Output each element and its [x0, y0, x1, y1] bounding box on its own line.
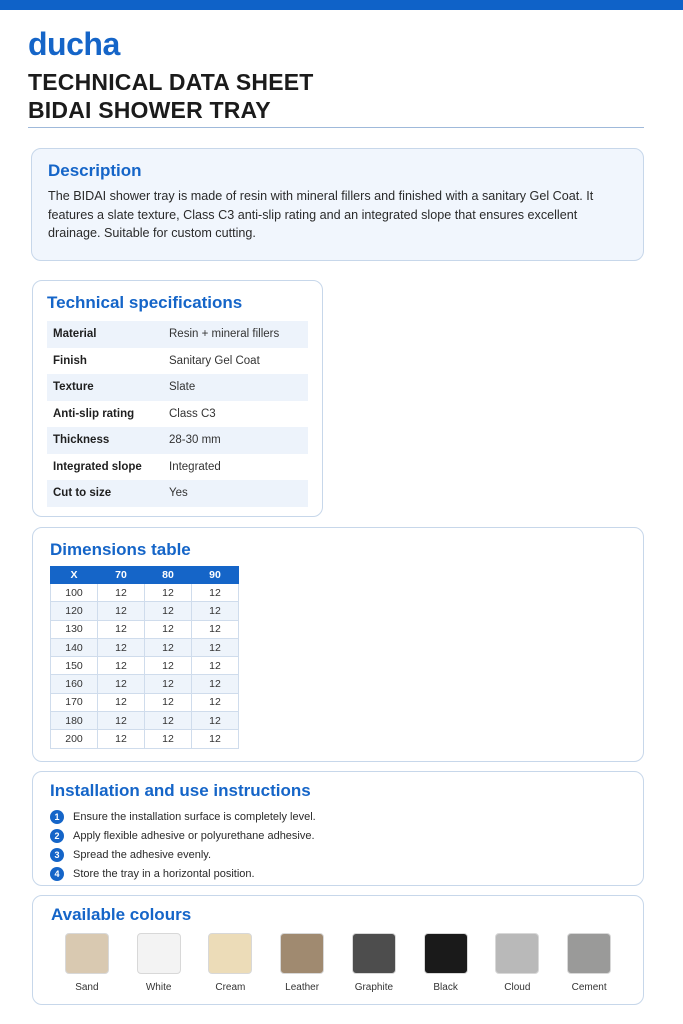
colour-label: Black — [433, 982, 458, 993]
title-line-2: BIDAI SHOWER TRAY — [28, 97, 271, 123]
colour-swatch — [65, 933, 109, 974]
step-number-badge: 1 — [50, 810, 64, 824]
top-accent-bar — [0, 0, 683, 10]
table-cell: 12 — [192, 730, 239, 748]
colour-label: Graphite — [354, 982, 394, 993]
instruction-text: Ensure the installation surface is completely level. — [73, 810, 316, 823]
colour-label: Cloud — [504, 982, 531, 993]
colour-label: Cream — [215, 982, 246, 993]
spec-label: Material — [53, 328, 97, 341]
spec-row — [47, 480, 308, 507]
table-cell: 12 — [145, 693, 192, 711]
specifications-heading: Technical specifications — [47, 293, 243, 312]
table-cell: 12 — [98, 584, 145, 602]
instructions-card — [32, 771, 644, 886]
spec-row — [47, 374, 308, 401]
colour-option — [553, 933, 625, 993]
table-cell: 12 — [145, 638, 192, 656]
title-line-1: TECHNICAL DATA SHEET — [28, 69, 314, 95]
table-row — [51, 638, 239, 656]
colour-option — [410, 933, 482, 993]
instruction-step — [50, 807, 626, 826]
table-row — [51, 675, 239, 693]
table-cell: 160 — [51, 675, 98, 693]
colour-label: Leather — [285, 982, 320, 993]
colour-option — [51, 933, 123, 993]
header-divider — [28, 127, 644, 128]
dimensions-header-row — [51, 567, 239, 584]
dimensions-body — [51, 584, 239, 749]
spec-label: Thickness — [53, 434, 110, 447]
colour-swatch — [352, 933, 396, 974]
table-cell: 12 — [192, 712, 239, 730]
spec-label: Anti-slip rating — [53, 407, 135, 420]
table-cell: 12 — [145, 584, 192, 602]
table-cell: 140 — [51, 638, 98, 656]
table-row — [51, 657, 239, 675]
table-cell: 130 — [51, 620, 98, 638]
instruction-text: Apply flexible adhesive or polyurethane adhesive. — [73, 829, 315, 842]
spec-row — [47, 348, 308, 375]
description-card — [31, 148, 644, 261]
instructions-list — [50, 807, 626, 883]
dimensions-card — [32, 527, 644, 762]
dimensions-heading: Dimensions table — [50, 540, 191, 559]
colour-option — [123, 933, 195, 993]
colour-option — [266, 933, 338, 993]
spec-label: Cut to size — [53, 487, 112, 500]
colour-option — [482, 933, 554, 993]
table-cell: 12 — [145, 730, 192, 748]
spec-value: 28-30 mm — [169, 434, 221, 447]
instruction-step — [50, 864, 626, 883]
spec-row — [47, 427, 308, 454]
table-row — [51, 602, 239, 620]
spec-label: Finish — [53, 354, 87, 367]
colour-option — [338, 933, 410, 993]
table-row — [51, 712, 239, 730]
brand-logo: ducha — [28, 26, 120, 62]
table-cell: 12 — [145, 657, 192, 675]
instruction-step — [50, 845, 626, 864]
table-row — [51, 620, 239, 638]
colour-swatch — [567, 933, 611, 974]
step-number-badge: 2 — [50, 829, 64, 843]
dimensions-table — [50, 566, 239, 749]
table-cell: 180 — [51, 712, 98, 730]
instruction-text: Store the tray in a horizontal position. — [73, 867, 255, 880]
colour-swatch — [280, 933, 324, 974]
spec-value: Class C3 — [169, 407, 216, 420]
spec-value: Resin + mineral fillers — [169, 328, 280, 341]
table-cell: 12 — [98, 730, 145, 748]
colour-option — [195, 933, 267, 993]
table-cell: 12 — [98, 657, 145, 675]
table-cell: 12 — [98, 620, 145, 638]
spec-value: Yes — [169, 487, 188, 500]
table-cell: 12 — [192, 602, 239, 620]
instruction-text: Spread the adhesive evenly. — [73, 848, 211, 861]
dimensions-header-cell: 90 — [192, 567, 239, 584]
colour-swatch — [495, 933, 539, 974]
colours-heading: Available colours — [51, 905, 192, 924]
table-row — [51, 584, 239, 602]
instruction-step — [50, 826, 626, 845]
colour-swatches — [51, 933, 625, 993]
specifications-list — [47, 321, 308, 507]
table-cell: 12 — [192, 620, 239, 638]
colour-swatch — [208, 933, 252, 974]
table-cell: 12 — [192, 657, 239, 675]
table-cell: 12 — [145, 620, 192, 638]
table-cell: 12 — [192, 638, 239, 656]
table-cell: 12 — [145, 602, 192, 620]
table-cell: 12 — [145, 675, 192, 693]
spec-value: Slate — [169, 381, 196, 394]
colour-swatch — [137, 933, 181, 974]
spec-row — [47, 321, 308, 348]
table-cell: 120 — [51, 602, 98, 620]
spec-value: Sanitary Gel Coat — [169, 354, 260, 367]
table-cell: 100 — [51, 584, 98, 602]
spec-value: Integrated — [169, 460, 221, 473]
table-row — [51, 730, 239, 748]
description-text: The BIDAI shower tray is made of resin with mineral fillers and finished with a sanitary Gel Coat. It features a slate texture, Class C3 anti-slip rating and an integrated slope that ensures excellent drainage. Suitable for custom cutting. — [48, 189, 594, 240]
table-cell: 12 — [98, 602, 145, 620]
table-cell: 150 — [51, 657, 98, 675]
spec-label: Texture — [53, 381, 94, 394]
table-cell: 12 — [192, 584, 239, 602]
step-number-badge: 3 — [50, 848, 64, 862]
table-cell: 12 — [98, 712, 145, 730]
table-cell: 12 — [98, 693, 145, 711]
spec-row — [47, 401, 308, 428]
spec-label: Integrated slope — [53, 460, 142, 473]
colour-swatch — [424, 933, 468, 974]
table-row — [51, 693, 239, 711]
colours-card — [32, 895, 644, 1005]
table-cell: 12 — [98, 638, 145, 656]
colour-label: White — [145, 982, 172, 993]
step-number-badge: 4 — [50, 867, 64, 881]
description-heading: Description — [48, 161, 142, 180]
dimensions-header-cell: X — [51, 567, 98, 584]
colour-label: Sand — [75, 982, 99, 993]
instructions-heading: Installation and use instructions — [50, 781, 311, 800]
table-cell: 200 — [51, 730, 98, 748]
spec-row — [47, 454, 308, 481]
page-title — [28, 68, 314, 124]
specifications-card — [32, 280, 323, 517]
dimensions-header-cell: 80 — [145, 567, 192, 584]
table-cell: 12 — [98, 675, 145, 693]
colour-label: Cement — [571, 982, 607, 993]
dimensions-header-cell: 70 — [98, 567, 145, 584]
table-cell: 12 — [145, 712, 192, 730]
table-cell: 170 — [51, 693, 98, 711]
table-cell: 12 — [192, 675, 239, 693]
table-cell: 12 — [192, 693, 239, 711]
